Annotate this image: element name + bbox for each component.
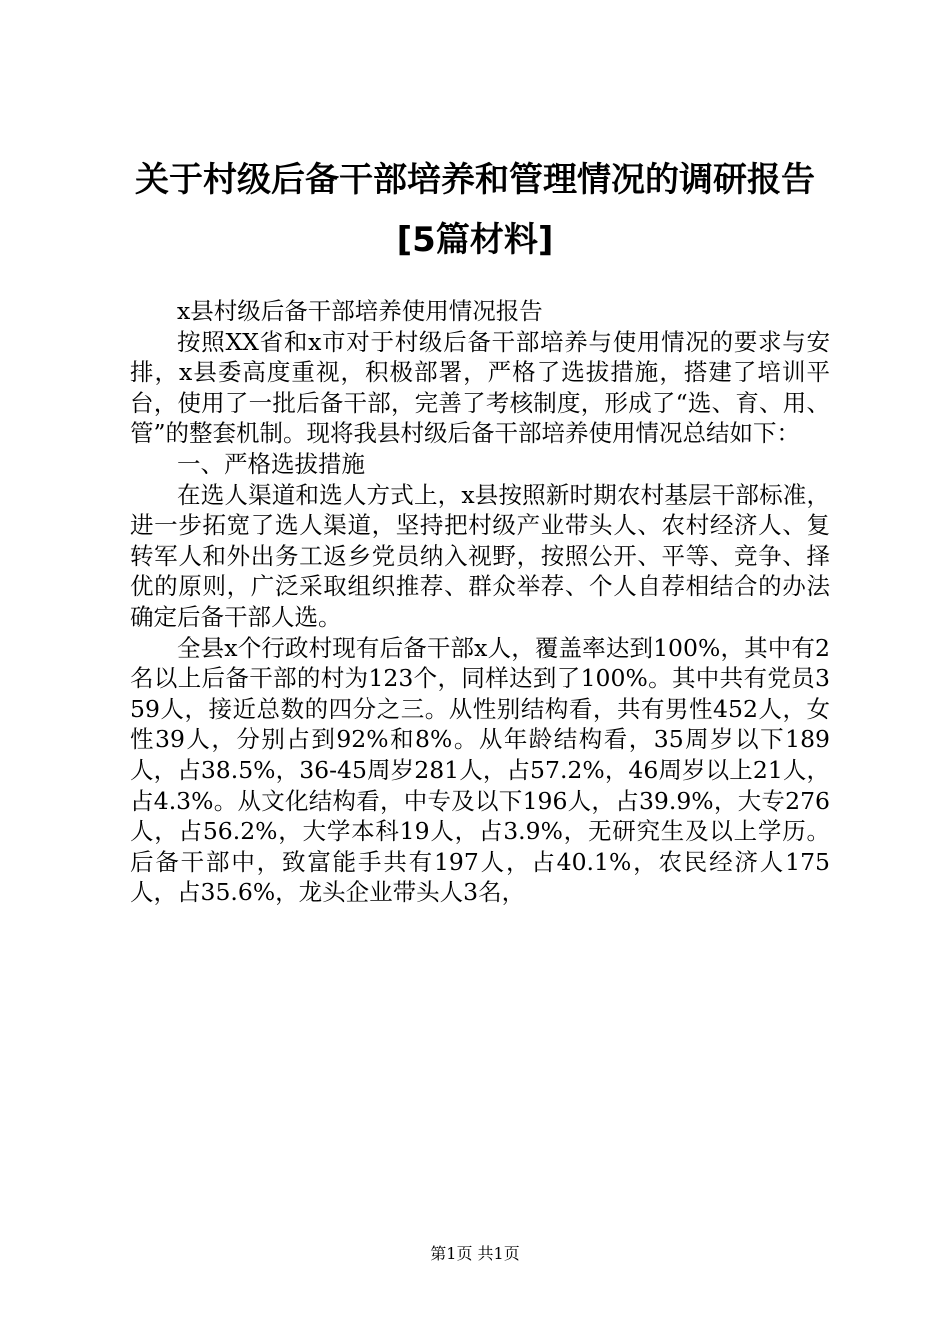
document-title-line-1: 关于村级后备干部培养和管理情况的调研报告: [135, 160, 815, 200]
paragraph-subtitle: x县村级后备干部培养使用情况报告: [177, 297, 543, 325]
paragraph-intro: 按照XX省和x市对于村级后备干部培养与使用情况的要求与安排，x县委高度重视，积极部署，严格了选拔措施，搭建了培训平台，使用了一批后备干部，完善了考核制度，形成了“选、育、用、管”的整套机制。现将我县村级后备干部培养使用情况总结如下：: [130, 327, 830, 448]
paragraph-statistics: 全县x个行政村现有后备干部x人，覆盖率达到100%，其中有2名以上后备干部的村为123个，同样达到了100%。其中共有党员359人，接近总数的四分之三。从性别结构看，共有男性452人，女性39人，分别占到92%和8%。从年龄结构看，35周岁以下189人，占38.5%，36-45周岁281人，占57.2%，46周岁以上21人，占4.3%。从文化结构看，中专及以下196人，占39.9%，大专276人，占56.2%，大学本科19人，占3.9%，无研究生及以上学历。后备干部中，致富能手共有197人，占40.1%，农民经济人175人，占35.6%，龙头企业带头人3名，: [130, 633, 830, 907]
document-title-line-2: [5篇材料]: [396, 220, 554, 260]
document-body: [130, 296, 830, 908]
paragraph-selection: 在选人渠道和选人方式上，x县按照新时期农村基层干部标准，进一步拓宽了选人渠道，坚持把村级产业带头人、农村经济人、复转军人和外出务工返乡党员纳入视野，按照公开、平等、竞争、择优的原则，广泛采取组织推荐、群众举荐、个人自荐相结合的办法确定后备干部人选。: [130, 480, 830, 631]
page-footer: 第1页 共1页: [430, 1244, 520, 1263]
section-heading-1: 一、严格选拔措施: [177, 449, 365, 478]
